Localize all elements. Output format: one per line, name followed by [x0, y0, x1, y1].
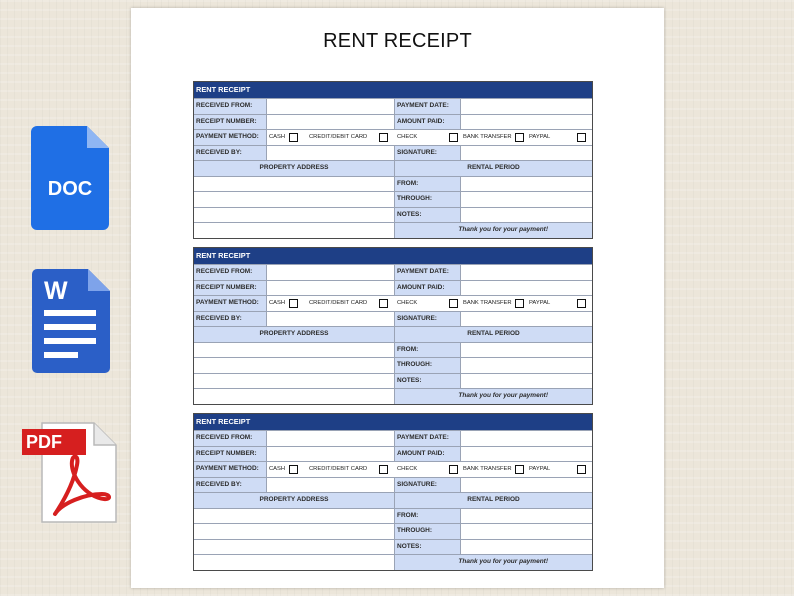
payment-date-field[interactable] [460, 99, 592, 114]
property-address-line[interactable] [194, 540, 394, 555]
property-address-line[interactable] [194, 177, 394, 192]
option-check-label: CHECK [397, 134, 418, 140]
property-address-line[interactable] [194, 509, 394, 524]
receipt-number-label: RECEIPT NUMBER: [194, 281, 266, 296]
from-field[interactable] [460, 177, 592, 192]
row-through [194, 191, 592, 207]
option-check-label: CHECK [397, 466, 418, 472]
received-by-field[interactable] [266, 146, 394, 161]
notes-label: NOTES: [394, 540, 460, 555]
row-thanks [194, 222, 592, 238]
received-from-field[interactable] [266, 99, 394, 114]
row-received-from [194, 98, 592, 114]
notes-label: NOTES: [394, 374, 460, 389]
row-receipt-number [194, 280, 592, 296]
option-card-label: CREDIT/DEBIT CARD [309, 466, 368, 472]
word-icon-letter: W [44, 277, 68, 305]
property-address-line[interactable] [194, 555, 394, 570]
payment-date-label: PAYMENT DATE: [394, 99, 460, 114]
amount-paid-label: AMOUNT PAID: [394, 115, 460, 130]
amount-paid-field[interactable] [460, 115, 592, 130]
received-from-field[interactable] [266, 431, 394, 446]
option-bank-transfer-label: BANK TRANSFER [463, 300, 512, 306]
from-label: FROM: [394, 343, 460, 358]
property-address-line[interactable] [194, 192, 394, 207]
option-card-label: CREDIT/DEBIT CARD [309, 134, 368, 140]
row-received-by [194, 477, 592, 493]
option-paypal-label: PAYPAL [529, 466, 551, 472]
option-cash-label: CASH [269, 134, 286, 140]
received-by-label: RECEIVED BY: [194, 478, 266, 493]
receipt-number-label: RECEIPT NUMBER: [194, 447, 266, 462]
notes-label: NOTES: [394, 208, 460, 223]
receipt-header: RENT RECEIPT [194, 414, 592, 430]
from-label: FROM: [394, 177, 460, 192]
row-section-headers [194, 160, 592, 176]
option-cash [267, 462, 307, 477]
payment-method-label: PAYMENT METHOD: [194, 296, 266, 311]
receipt-header: RENT RECEIPT [194, 248, 592, 264]
row-from [194, 176, 592, 192]
from-field[interactable] [460, 509, 592, 524]
row-notes [194, 373, 592, 389]
received-by-field[interactable] [266, 312, 394, 327]
row-from [194, 508, 592, 524]
through-field[interactable] [460, 192, 592, 207]
received-from-label: RECEIVED FROM: [194, 99, 266, 114]
property-address-line[interactable] [194, 374, 394, 389]
row-received-by [194, 145, 592, 161]
payment-date-label: PAYMENT DATE: [394, 431, 460, 446]
property-address-header: PROPERTY ADDRESS [194, 493, 394, 508]
rental-period-header: RENTAL PERIOD [394, 493, 592, 508]
check-checkbox[interactable] [449, 465, 458, 474]
receipt-number-field[interactable] [266, 447, 394, 462]
received-from-label: RECEIVED FROM: [194, 265, 266, 280]
through-field[interactable] [460, 358, 592, 373]
payment-method-options [266, 130, 592, 145]
option-paypal [527, 296, 589, 311]
option-cash [267, 130, 307, 145]
notes-field[interactable] [460, 540, 592, 555]
option-check [395, 462, 461, 477]
received-from-field[interactable] [266, 265, 394, 280]
row-thanks [194, 388, 592, 404]
cash-checkbox[interactable] [289, 465, 298, 474]
bank-transfer-checkbox[interactable] [515, 465, 524, 474]
paypal-checkbox[interactable] [577, 133, 586, 142]
card-checkbox[interactable] [379, 465, 388, 474]
card-checkbox[interactable] [379, 133, 388, 142]
received-by-label: RECEIVED BY: [194, 146, 266, 161]
signature-label: SIGNATURE: [394, 478, 460, 493]
row-payment-method [194, 295, 592, 311]
received-from-label: RECEIVED FROM: [194, 431, 266, 446]
bank-transfer-checkbox[interactable] [515, 299, 524, 308]
option-paypal [527, 462, 589, 477]
row-payment-method [194, 461, 592, 477]
option-check [395, 296, 461, 311]
check-checkbox[interactable] [449, 299, 458, 308]
option-card [307, 296, 395, 311]
bank-transfer-checkbox[interactable] [515, 133, 524, 142]
word-file-icon [32, 269, 110, 373]
row-through [194, 357, 592, 373]
option-bank-transfer [461, 130, 527, 145]
option-cash [267, 296, 307, 311]
paypal-checkbox[interactable] [577, 465, 586, 474]
thanks-message: Thank you for your payment! [394, 223, 592, 238]
received-by-field[interactable] [266, 478, 394, 493]
rental-period-header: RENTAL PERIOD [394, 161, 592, 176]
from-label: FROM: [394, 509, 460, 524]
through-label: THROUGH: [394, 524, 460, 539]
through-label: THROUGH: [394, 358, 460, 373]
receipt-header: RENT RECEIPT [194, 82, 592, 98]
paypal-checkbox[interactable] [577, 299, 586, 308]
property-address-line[interactable] [194, 208, 394, 223]
from-field[interactable] [460, 343, 592, 358]
option-card [307, 130, 395, 145]
cash-checkbox[interactable] [289, 133, 298, 142]
row-receipt-number [194, 114, 592, 130]
option-paypal [527, 130, 589, 145]
option-bank-transfer [461, 462, 527, 477]
amount-paid-field[interactable] [460, 447, 592, 462]
option-card [307, 462, 395, 477]
cash-checkbox[interactable] [289, 299, 298, 308]
thanks-message: Thank you for your payment! [394, 555, 592, 570]
payment-date-label: PAYMENT DATE: [394, 265, 460, 280]
signature-field[interactable] [460, 478, 592, 493]
property-address-header: PROPERTY ADDRESS [194, 327, 394, 342]
option-paypal-label: PAYPAL [529, 134, 551, 140]
amount-paid-label: AMOUNT PAID: [394, 447, 460, 462]
row-notes [194, 539, 592, 555]
rental-period-header: RENTAL PERIOD [394, 327, 592, 342]
row-receipt-number [194, 446, 592, 462]
card-checkbox[interactable] [379, 299, 388, 308]
payment-method-label: PAYMENT METHOD: [194, 462, 266, 477]
signature-field[interactable] [460, 312, 592, 327]
option-bank-transfer-label: BANK TRANSFER [463, 134, 512, 140]
row-received-by [194, 311, 592, 327]
document-page [131, 8, 664, 588]
option-cash-label: CASH [269, 466, 286, 472]
payment-method-options [266, 296, 592, 311]
through-label: THROUGH: [394, 192, 460, 207]
row-section-headers [194, 492, 592, 508]
row-received-from [194, 264, 592, 280]
row-through [194, 523, 592, 539]
option-paypal-label: PAYPAL [529, 300, 551, 306]
receipt-number-field[interactable] [266, 281, 394, 296]
payment-method-label: PAYMENT METHOD: [194, 130, 266, 145]
option-card-label: CREDIT/DEBIT CARD [309, 300, 368, 306]
row-payment-method [194, 129, 592, 145]
thanks-message: Thank you for your payment! [394, 389, 592, 404]
payment-date-field[interactable] [460, 431, 592, 446]
doc-file-icon [31, 126, 109, 230]
row-section-headers [194, 326, 592, 342]
rent-receipt-form [193, 81, 593, 239]
receipt-number-field[interactable] [266, 115, 394, 130]
rent-receipt-form [193, 413, 593, 571]
check-checkbox[interactable] [449, 133, 458, 142]
doc-icon-label: DOC [47, 178, 93, 200]
row-from [194, 342, 592, 358]
payment-method-options [266, 462, 592, 477]
property-address-line[interactable] [194, 389, 394, 404]
property-address-line[interactable] [194, 524, 394, 539]
receipt-number-label: RECEIPT NUMBER: [194, 115, 266, 130]
notes-field[interactable] [460, 374, 592, 389]
option-cash-label: CASH [269, 300, 286, 306]
property-address-line[interactable] [194, 223, 394, 238]
payment-date-field[interactable] [460, 265, 592, 280]
property-address-line[interactable] [194, 358, 394, 373]
option-check-label: CHECK [397, 300, 418, 306]
property-address-line[interactable] [194, 343, 394, 358]
property-address-header: PROPERTY ADDRESS [194, 161, 394, 176]
signature-label: SIGNATURE: [394, 312, 460, 327]
notes-field[interactable] [460, 208, 592, 223]
option-check [395, 130, 461, 145]
row-received-from [194, 430, 592, 446]
signature-label: SIGNATURE: [394, 146, 460, 161]
signature-field[interactable] [460, 146, 592, 161]
row-notes [194, 207, 592, 223]
amount-paid-field[interactable] [460, 281, 592, 296]
pdf-file-icon [22, 421, 118, 525]
option-bank-transfer [461, 296, 527, 311]
amount-paid-label: AMOUNT PAID: [394, 281, 460, 296]
rent-receipt-form [193, 247, 593, 405]
page-title: RENT RECEIPT [323, 30, 472, 52]
through-field[interactable] [460, 524, 592, 539]
received-by-label: RECEIVED BY: [194, 312, 266, 327]
row-thanks [194, 554, 592, 570]
option-bank-transfer-label: BANK TRANSFER [463, 466, 512, 472]
pdf-icon-label: PDF [26, 432, 62, 452]
